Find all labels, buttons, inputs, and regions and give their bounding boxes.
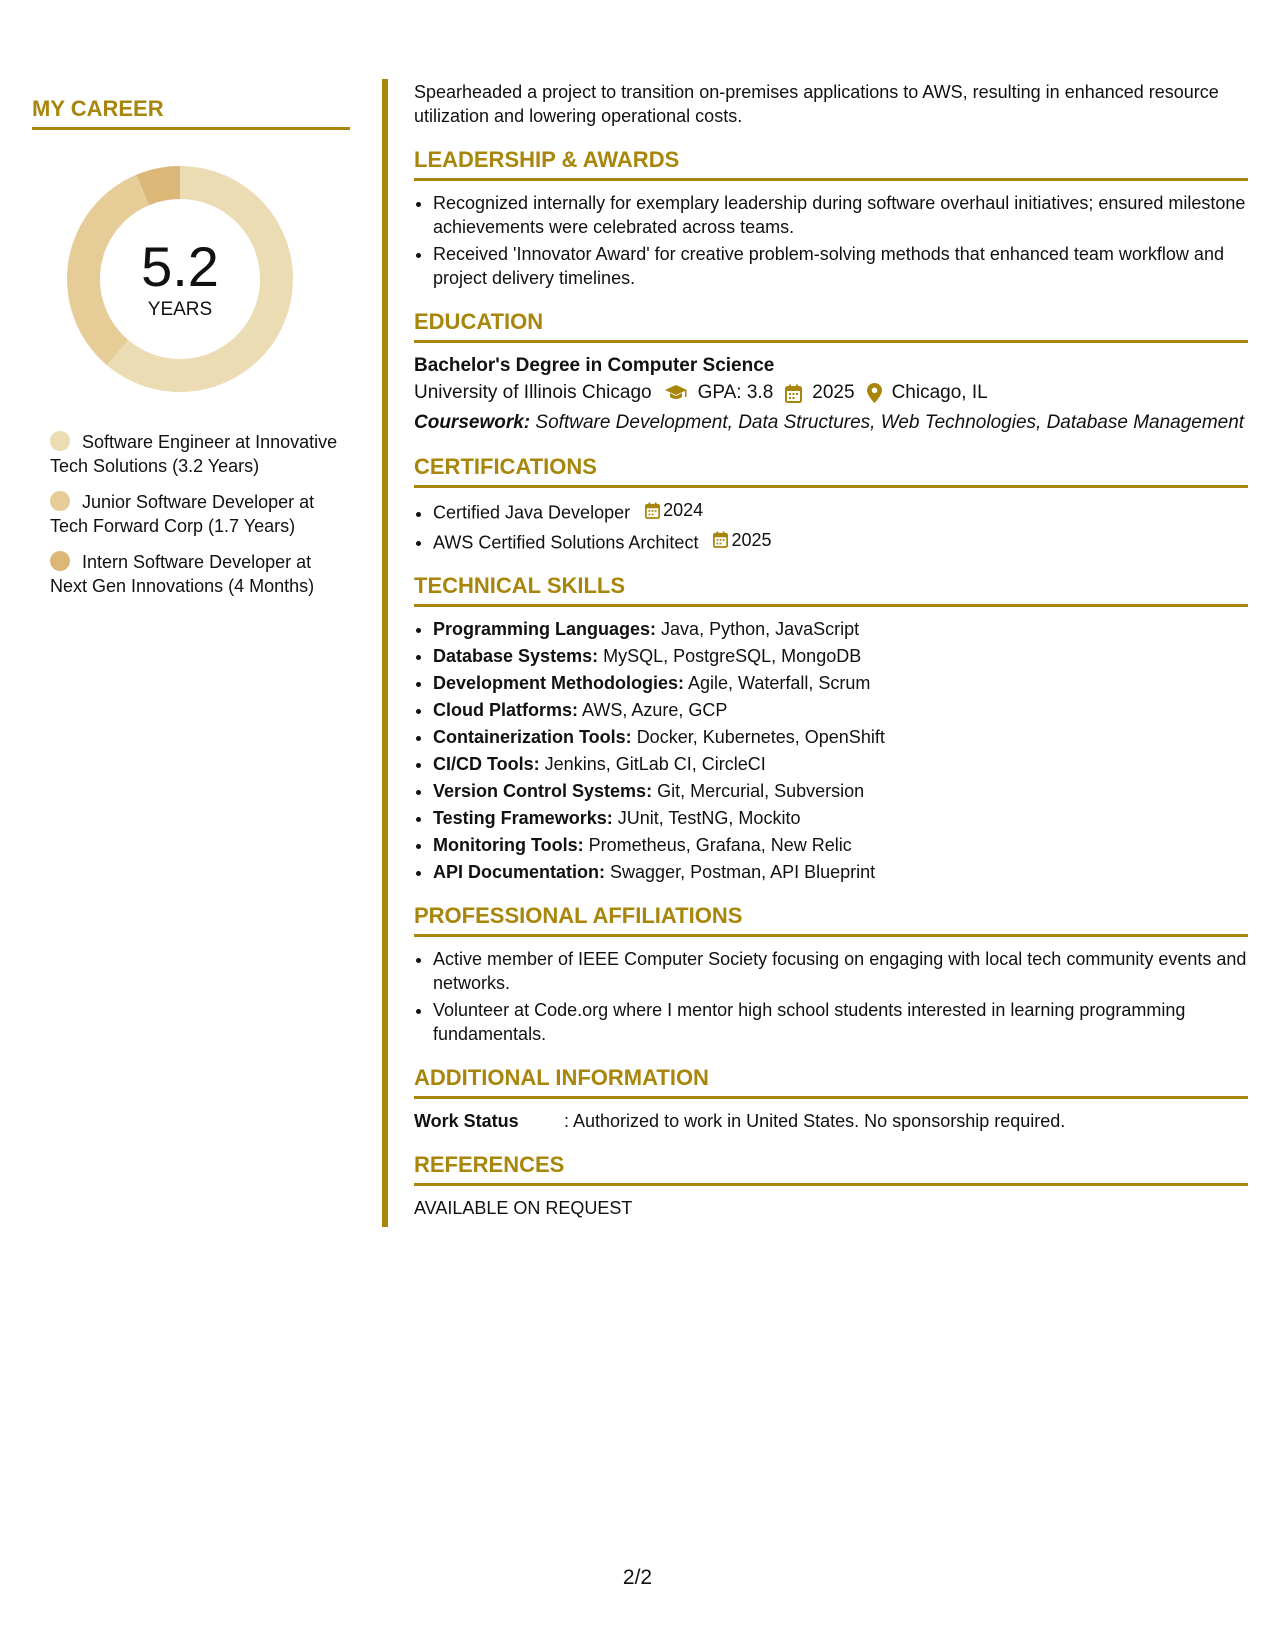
- gpa-value: GPA: 3.8: [697, 382, 774, 403]
- cert-year: 2025: [731, 529, 772, 550]
- cert-name: AWS Certified Solutions Architect: [433, 532, 699, 552]
- skill-item: [433, 725, 1248, 749]
- skill-label: Containerization Tools:: [433, 727, 632, 747]
- skill-item: [433, 779, 1248, 803]
- work-status-label: Work Status: [414, 1111, 519, 1131]
- cert-year: 2024: [663, 500, 704, 520]
- skill-item: [433, 644, 1248, 668]
- legend-label: Software Engineer at Innovative Tech Solutions (3.2 Years): [50, 432, 338, 476]
- certifications-title: CERTIFICATIONS: [414, 453, 1248, 488]
- skill-item: [433, 617, 1248, 641]
- skill-label: Database Systems:: [433, 646, 599, 666]
- skill-item: [433, 752, 1248, 776]
- graduation-year: 2025: [812, 382, 855, 403]
- legend-item: [50, 490, 340, 538]
- skill-item: [433, 806, 1248, 830]
- skills-title: TECHNICAL SKILLS: [414, 572, 1248, 607]
- legend-item: [50, 430, 340, 478]
- page-number: 2/2: [622, 1566, 653, 1589]
- list-item: [433, 528, 1248, 555]
- legend-dot-icon: [50, 431, 70, 451]
- skill-label: Development Methodologies:: [433, 673, 685, 693]
- career-title: MY CAREER: [32, 95, 350, 130]
- additional-info-title: ADDITIONAL INFORMATION: [414, 1064, 1248, 1099]
- skill-value: Agile, Waterfall, Scrum: [688, 673, 871, 693]
- legend-label: Intern Software Developer at Next Gen Innovations (4 Months): [50, 552, 315, 596]
- skill-item: [433, 833, 1248, 857]
- total-years-value: 5.2: [141, 235, 219, 298]
- leadership-title: LEADERSHIP & AWARDS: [414, 146, 1248, 181]
- skill-label: Cloud Platforms:: [433, 700, 579, 720]
- school-location: Chicago, IL: [891, 382, 988, 403]
- skill-label: Programming Languages:: [433, 619, 657, 639]
- graduation-cap-icon: [664, 384, 688, 402]
- references-title: REFERENCES: [414, 1151, 1248, 1186]
- leadership-list: [414, 191, 1248, 290]
- skill-value: Java, Python, JavaScript: [661, 619, 860, 639]
- skill-value: MySQL, PostgreSQL, MongoDB: [603, 646, 862, 666]
- skill-item: [433, 860, 1248, 884]
- career-legend: [50, 430, 340, 598]
- main-content: [414, 80, 1248, 1220]
- career-donut-chart: [65, 164, 295, 394]
- skill-value: Prometheus, Grafana, New Relic: [588, 835, 852, 855]
- list-item: [433, 498, 1248, 525]
- legend-label: Junior Software Developer at Tech Forward Corp (1.7 Years): [50, 492, 315, 536]
- list-item: • Active member of IEEE Computer Society focusing on engaging with local tech community events and networks.: [433, 947, 1248, 995]
- location-pin-icon: [867, 383, 882, 403]
- school-name: University of Illinois Chicago: [414, 382, 652, 403]
- list-item: • Volunteer at Code.org where I mentor high school students interested in learning programming fundamentals.: [433, 998, 1248, 1046]
- cert-date: [645, 498, 703, 522]
- skill-label: Testing Frameworks:: [433, 808, 613, 828]
- skill-value: Swagger, Postman, API Blueprint: [610, 862, 876, 882]
- work-status-value: : Authorized to work in United States. No sponsorship required.: [564, 1111, 1066, 1131]
- education-title: EDUCATION: [414, 308, 1248, 343]
- skill-value: Jenkins, GitLab CI, CircleCI: [544, 754, 766, 774]
- donut-center: [65, 164, 295, 394]
- affiliations-list: [414, 947, 1248, 1046]
- total-years-unit: YEARS: [147, 299, 213, 320]
- skill-value: Docker, Kubernetes, OpenShift: [636, 727, 885, 747]
- skill-item: [433, 698, 1248, 722]
- career-sidebar: [32, 95, 350, 610]
- experience-continued-text: Spearheaded a project to transition on-premises applications to AWS, resulting in enhanced resource utilization and lowering operational costs.: [414, 82, 1219, 126]
- skills-list: [414, 617, 1248, 884]
- legend-dot-icon: [50, 491, 70, 511]
- column-divider: [382, 79, 388, 1227]
- skill-label: Version Control Systems:: [433, 781, 653, 801]
- coursework-list: Software Development, Data Structures, Web Technologies, Database Management: [535, 412, 1245, 433]
- legend-dot-icon: [50, 551, 70, 571]
- affiliations-title: PROFESSIONAL AFFILIATIONS: [414, 902, 1248, 937]
- references-text: AVAILABLE ON REQUEST: [414, 1198, 633, 1218]
- education-details: [414, 379, 1248, 407]
- skill-item: [433, 671, 1248, 695]
- skill-value: AWS, Azure, GCP: [582, 700, 728, 720]
- skill-label: API Documentation:: [433, 862, 606, 882]
- calendar-icon: [785, 384, 802, 403]
- calendar-icon: [713, 531, 728, 548]
- degree-name: Bachelor's Degree in Computer Science: [414, 355, 775, 376]
- work-status-row: [414, 1109, 1248, 1133]
- certifications-list: [414, 498, 1248, 554]
- coursework-label: Coursework:: [414, 412, 531, 433]
- coursework: [414, 410, 1248, 435]
- skill-value: Git, Mercurial, Subversion: [657, 781, 865, 801]
- legend-item: [50, 550, 340, 598]
- cert-date: [713, 528, 771, 552]
- skill-label: CI/CD Tools:: [433, 754, 540, 774]
- skill-label: Monitoring Tools:: [433, 835, 584, 855]
- list-item: • Recognized internally for exemplary leadership during software overhaul initiatives; ensured milestone achievements were celebrated across teams.: [433, 191, 1248, 239]
- skill-value: JUnit, TestNG, Mockito: [617, 808, 801, 828]
- list-item: • Received 'Innovator Award' for creative problem-solving methods that enhanced team workflow and project delivery timelines.: [433, 242, 1248, 290]
- cert-name: Certified Java Developer: [433, 502, 631, 523]
- calendar-icon: [645, 502, 660, 519]
